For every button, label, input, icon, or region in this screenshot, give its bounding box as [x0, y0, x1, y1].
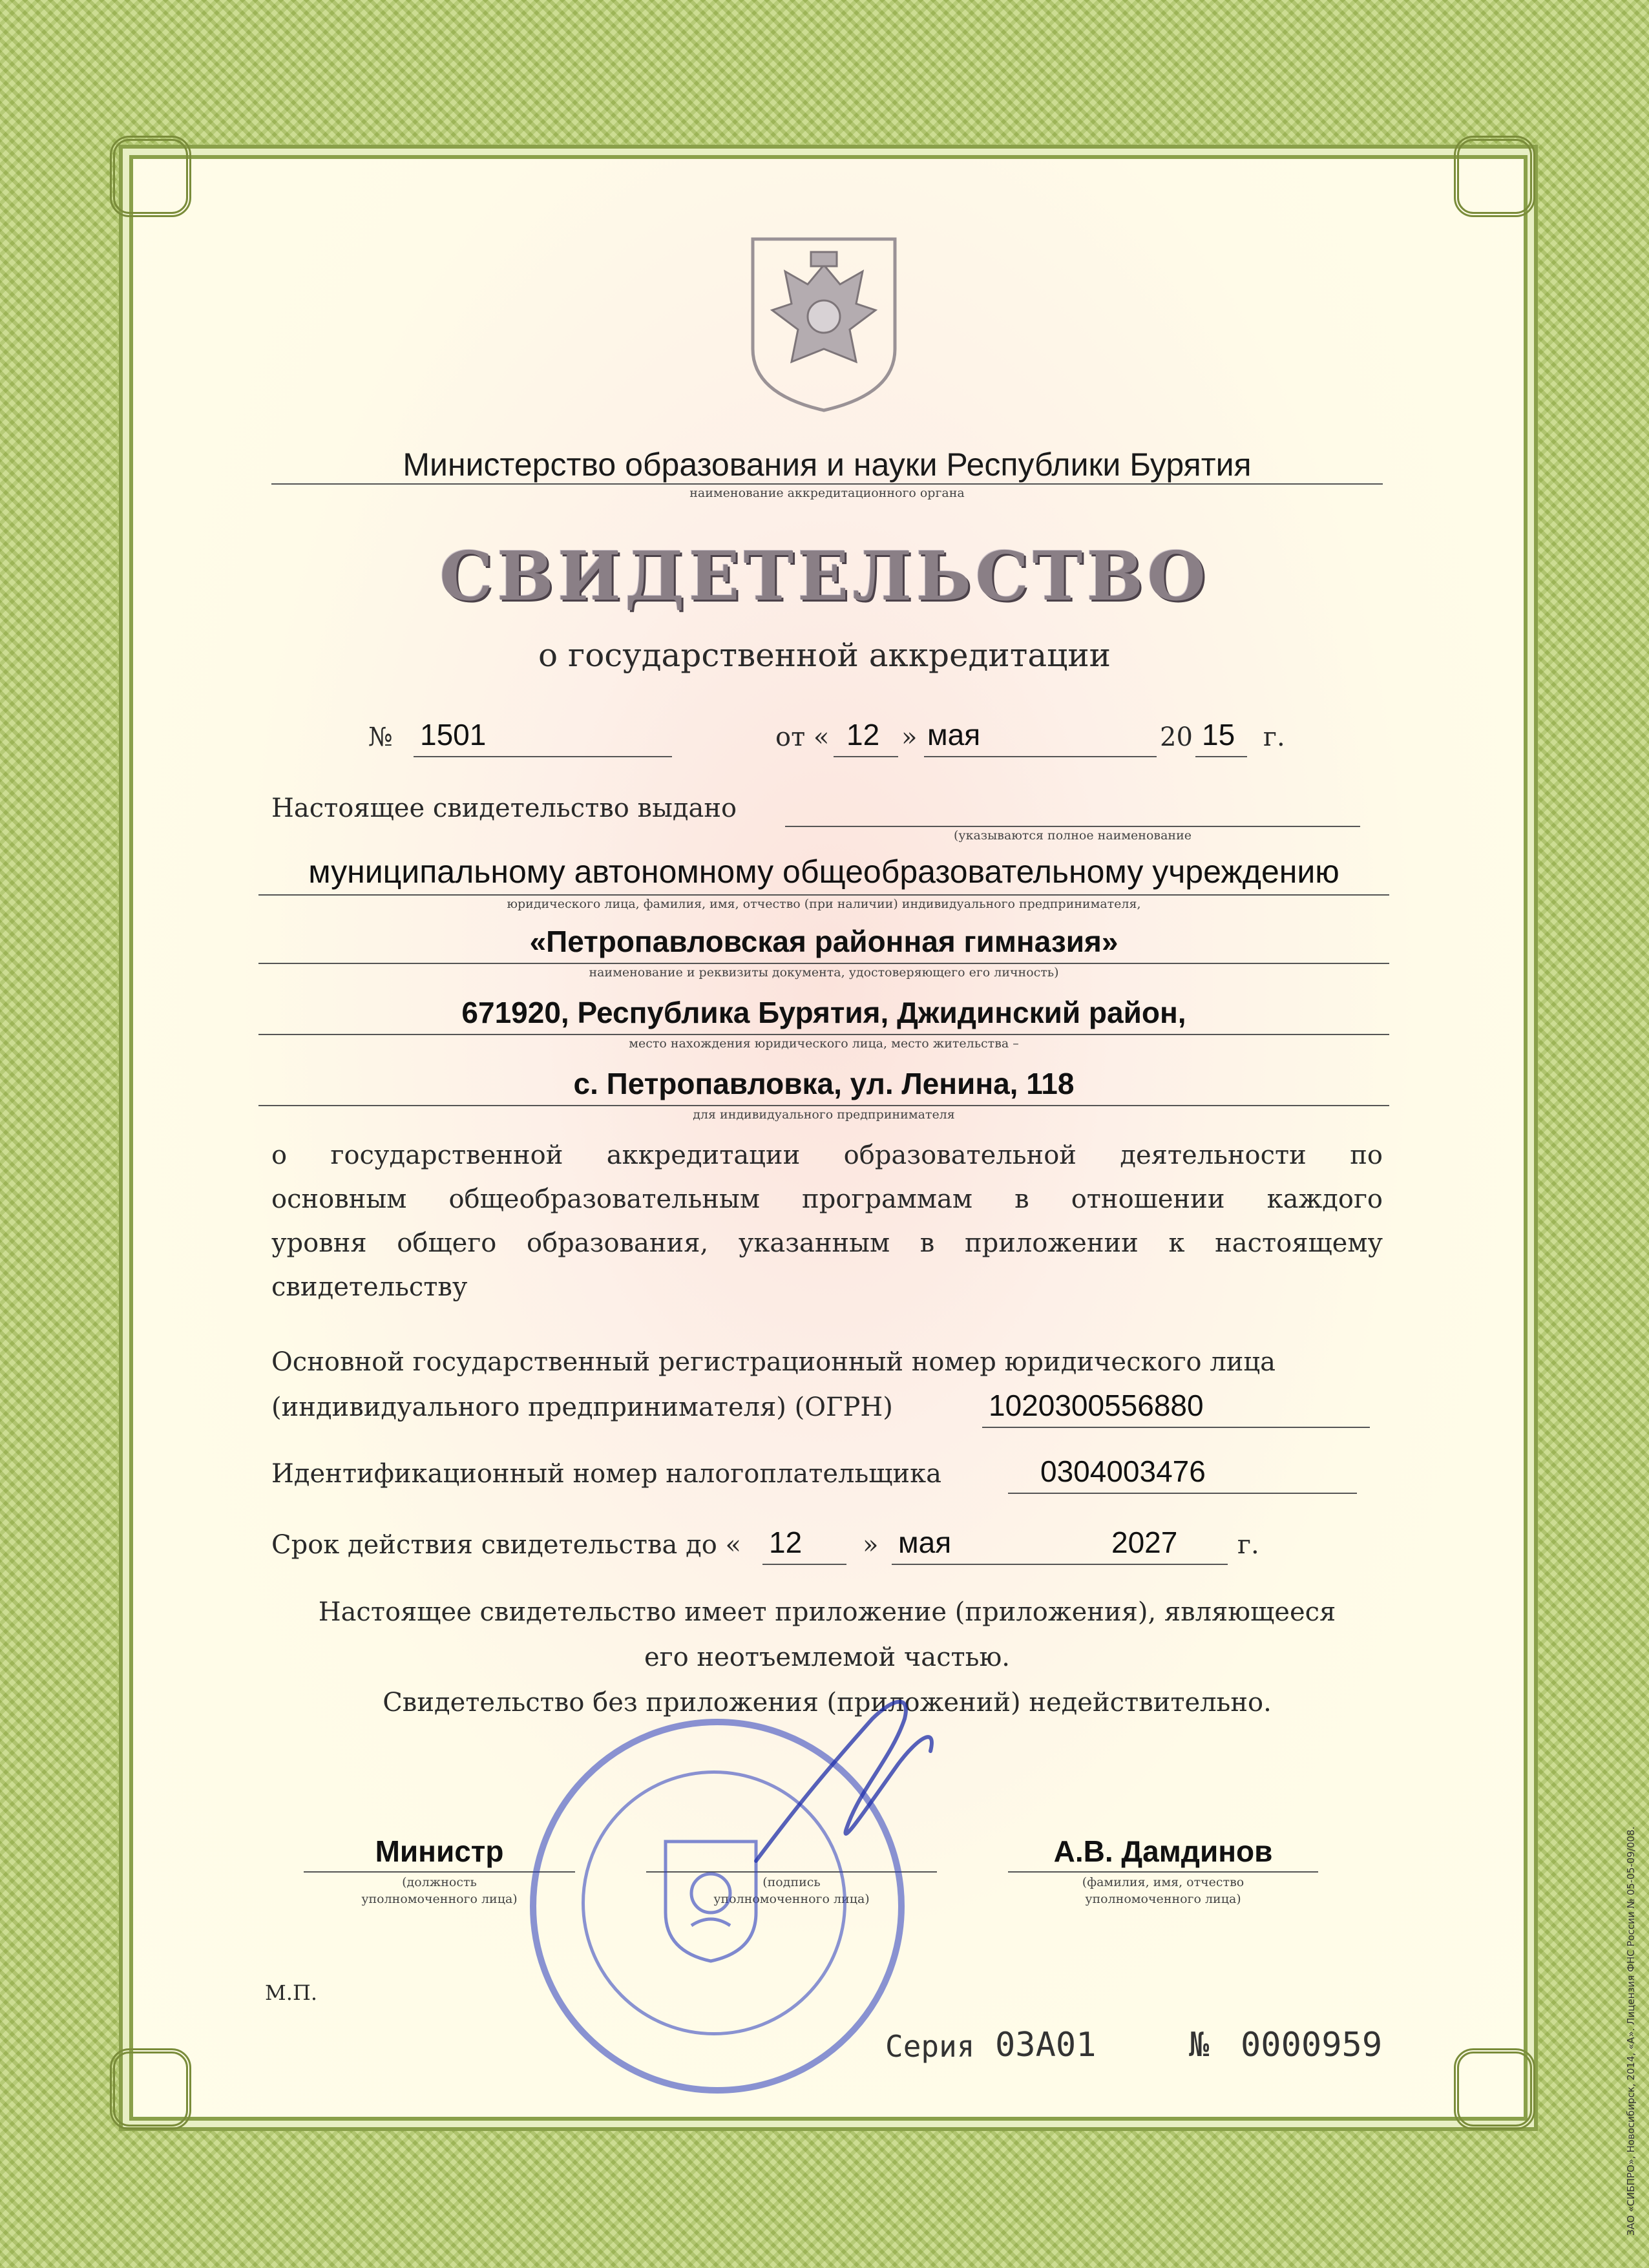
caption-legal-entity: юридического лица, фамилия, имя, отчество (при наличии) индивидуального предпринимателя,: [507, 897, 1141, 911]
document-title: СВИДЕТЕЛЬСТВО: [439, 536, 1210, 616]
divider: [892, 1564, 1228, 1565]
corner-ornament-bottom-right: [1454, 2048, 1535, 2130]
divider: [785, 826, 1360, 827]
signature-scribble: [743, 1680, 950, 1887]
recipient-line-2: «Петропавловская районная гимназия»: [529, 925, 1119, 958]
ogrn-label-1: Основной государственный регистрационный номер юридического лица: [271, 1347, 1276, 1377]
issued-label: Настоящее свидетельство выдано: [271, 793, 737, 823]
series-label: Серия: [885, 2029, 975, 2064]
date-from-label: от «: [775, 722, 830, 752]
caption-full-name: (указываются полное наименование: [954, 828, 1192, 843]
signatory-name: А.В. Дамдинов: [1053, 1834, 1273, 1868]
corner-ornament-top-left: [110, 136, 191, 217]
inn-value: 0304003476: [1040, 1454, 1206, 1488]
recipient-line-1: муниципальному автономному общеобразовательному учреждению: [308, 854, 1339, 890]
authority-caption: наименование аккредитационного органа: [689, 486, 965, 500]
sign-caption-2: уполномоченного лица): [713, 1892, 870, 1906]
inn-label: Идентификационный номер налогоплательщика: [271, 1459, 941, 1489]
year-g: г.: [1263, 722, 1285, 752]
recipient-line-3: 671920, Республика Бурятия, Джидинский район,: [461, 996, 1186, 1029]
divider: [258, 1034, 1389, 1035]
corner-ornament-bottom-left: [110, 2048, 191, 2130]
note-line-2: его неотъемлемой частью.: [644, 1643, 1010, 1672]
divider: [271, 483, 1383, 485]
recipient-line-4: с. Петропавловка, ул. Ленина, 118: [573, 1067, 1075, 1100]
blank-number-label: №: [1189, 2026, 1210, 2064]
divider: [258, 894, 1389, 896]
divider: [1008, 1493, 1357, 1494]
divider: [762, 1564, 846, 1565]
validity-quote-close: »: [863, 1530, 879, 1560]
note-line-3: Свидетельство без приложения (приложений) недействительно.: [383, 1688, 1272, 1717]
printer-note: ЗАО «СИБПРО», Новосибирск, 2014, «А». Лицензия ФНС России № 05-05-09/008.: [1625, 1826, 1637, 2236]
number-label: №: [368, 722, 393, 752]
divider: [1008, 1871, 1318, 1873]
divider: [414, 756, 672, 757]
quote-close: »: [901, 722, 918, 752]
caption-individual: для индивидуального предпринимателя: [693, 1108, 955, 1122]
validity-month: мая: [898, 1526, 952, 1559]
validity-day: 12: [769, 1526, 803, 1559]
body-line-2: основным общеобразовательным программам в отношении каждого: [271, 1184, 1383, 1214]
issue-month: мая: [927, 718, 981, 751]
body-line-3: уровня общего образования, указанным в приложении к настоящему: [271, 1228, 1383, 1258]
corner-ornament-top-right: [1454, 136, 1535, 217]
caption-document: наименование и реквизиты документа, удостоверяющего его личность): [589, 965, 1059, 980]
body-line-1: о государственной аккредитации образовательной деятельности по: [271, 1140, 1383, 1170]
validity-label: Срок действия свидетельства до «: [271, 1530, 742, 1560]
ogrn-value: 1020300556880: [989, 1389, 1204, 1422]
body-line-4: свидетельству: [271, 1272, 468, 1302]
seal-place-label: М.П.: [265, 1980, 318, 2005]
certificate-number: 1501: [420, 718, 487, 751]
divider: [982, 1427, 1370, 1428]
issue-year-suffix: 15: [1202, 718, 1235, 751]
signatory-position: Министр: [375, 1834, 504, 1868]
divider: [834, 756, 898, 757]
ogrn-label-2: (индивидуального предпринимателя) (ОГРН): [271, 1392, 893, 1422]
divider: [1195, 756, 1247, 757]
validity-year: 2027: [1111, 1526, 1178, 1559]
position-caption-1: (должность: [402, 1875, 477, 1889]
name-caption-2: уполномоченного лица): [1085, 1892, 1241, 1906]
name-caption-1: (фамилия, имя, отчество: [1082, 1875, 1245, 1889]
year-prefix: 20: [1160, 722, 1193, 752]
divider: [258, 1105, 1389, 1106]
document-subtitle: о государственной аккредитации: [538, 636, 1111, 674]
series-value: 03А01: [995, 2026, 1097, 2064]
issue-day: 12: [846, 718, 880, 751]
position-caption-2: уполномоченного лица): [361, 1892, 518, 1906]
note-line-1: Настоящее свидетельство имеет приложение (приложения), являющееся: [318, 1597, 1336, 1627]
issuing-authority: Министерство образования и науки Республики Бурятия: [403, 446, 1252, 483]
validity-g: г.: [1237, 1530, 1259, 1560]
divider: [924, 756, 1157, 757]
caption-location: место нахождения юридического лица, место жительства –: [629, 1036, 1019, 1051]
blank-number: 0000959: [1241, 2026, 1383, 2064]
coat-of-arms-icon: [746, 233, 901, 414]
sign-caption-1: (подпись: [762, 1875, 821, 1889]
divider: [258, 963, 1389, 964]
